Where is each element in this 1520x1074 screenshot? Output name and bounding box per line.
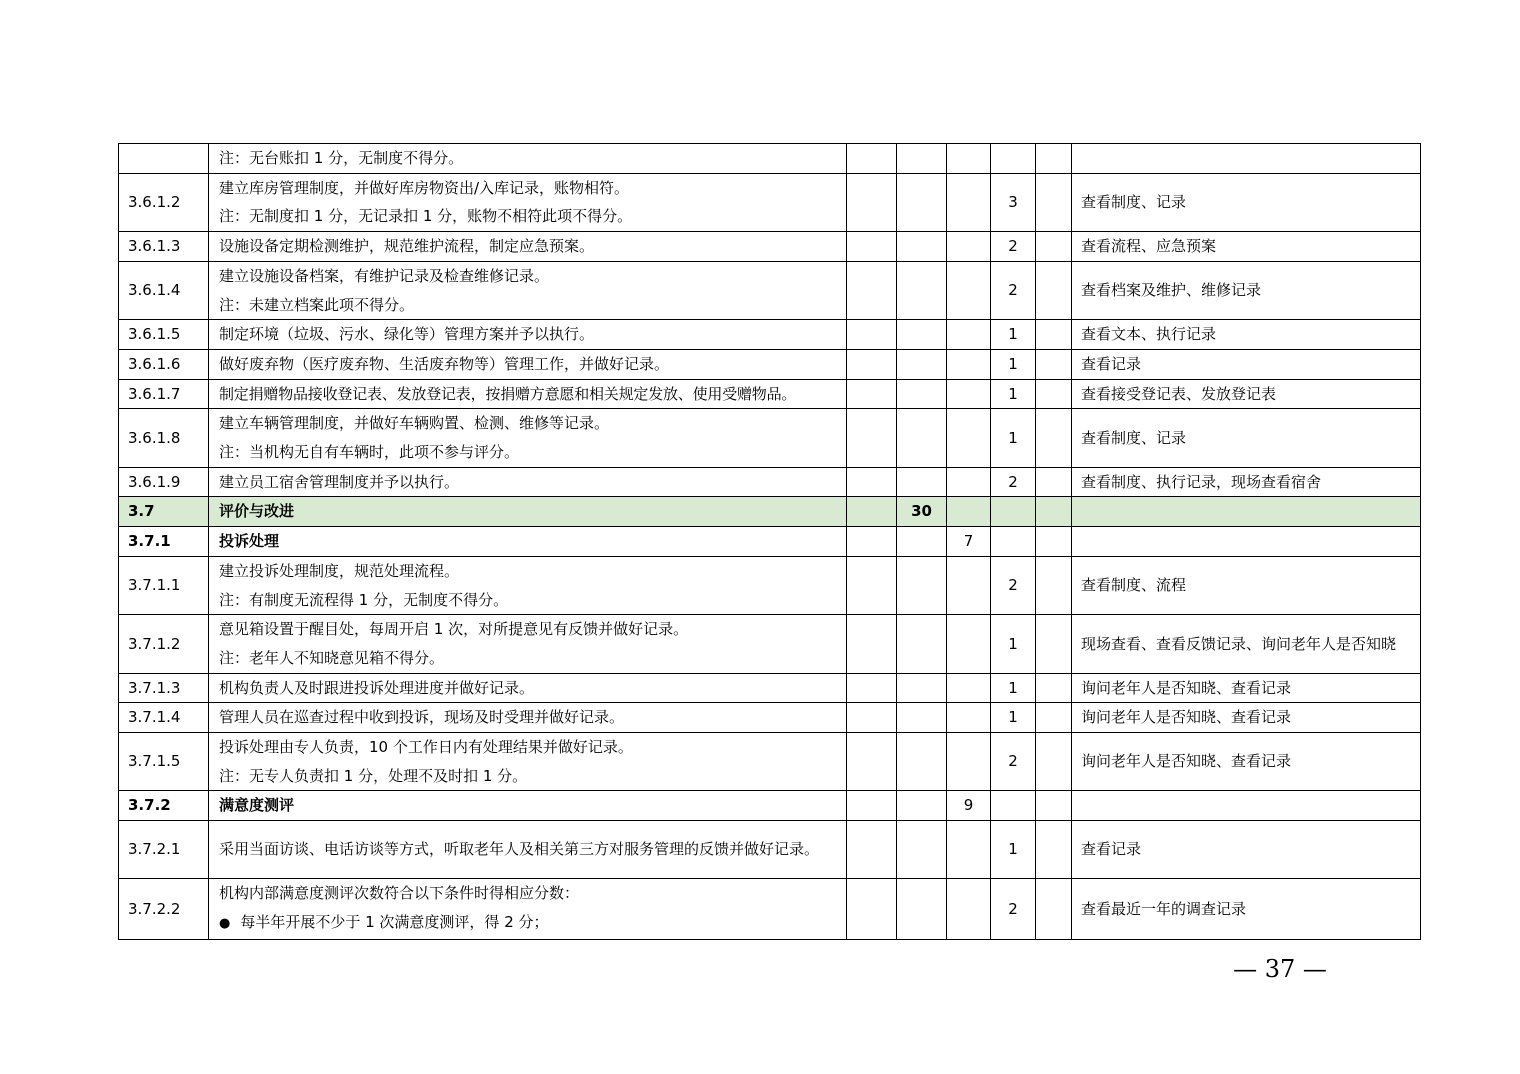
score-col-5 — [1036, 409, 1072, 467]
description-line: 做好废弃物（医疗废弃物、生活废弃物等）管理工作，并做好记录。 — [219, 354, 670, 373]
score-col-3 — [947, 467, 991, 497]
evaluation-table — [118, 143, 1421, 940]
table-row — [119, 703, 1421, 733]
score-col-5 — [1036, 703, 1072, 733]
score-col-2 — [897, 733, 947, 791]
item-code: 3.6.1.5 — [119, 320, 209, 350]
score-col-5 — [1036, 467, 1072, 497]
score-col-1 — [847, 821, 897, 879]
score-col-1 — [847, 673, 897, 703]
section-title-text: 评价与改进 — [219, 502, 295, 521]
score-col-5 — [1036, 320, 1072, 350]
check-method — [1072, 527, 1421, 557]
check-method: 查看接受登记表、发放登记表 — [1072, 379, 1421, 409]
subsection-row — [119, 791, 1421, 821]
table-row — [119, 320, 1421, 350]
score-col-5 — [1036, 527, 1072, 557]
check-method: 询问老年人是否知晓、查看记录 — [1072, 733, 1421, 791]
check-method: 询问老年人是否知晓、查看记录 — [1072, 673, 1421, 703]
score-col-3 — [947, 173, 991, 231]
section-score: 30 — [897, 497, 947, 527]
subsection-title-text: 投诉处理 — [219, 532, 280, 551]
item-score — [991, 791, 1036, 821]
table-row — [119, 673, 1421, 703]
score-col-3 — [947, 673, 991, 703]
check-method: 询问老年人是否知晓、查看记录 — [1072, 703, 1421, 733]
score-col-5 — [1036, 556, 1072, 614]
item-code: 3.7.1.3 — [119, 673, 209, 703]
score-col-5 — [1036, 821, 1072, 879]
item-code: 3.6.1.4 — [119, 261, 209, 319]
section-code: 3.7 — [119, 497, 209, 527]
score-col-3 — [947, 733, 991, 791]
description-line: 机构负责人及时跟进投诉处理进度并做好记录。 — [219, 678, 535, 697]
score-col-1 — [847, 879, 897, 939]
score-col-2 — [897, 791, 947, 821]
section-title — [209, 497, 847, 527]
item-code — [119, 144, 209, 174]
score-col-2 — [897, 703, 947, 733]
description-note: 注：当机构无自有车辆时，此项不参与评分。 — [219, 443, 520, 462]
item-score: 1 — [991, 821, 1036, 879]
check-method: 查看制度、记录 — [1072, 173, 1421, 231]
check-method: 查看记录 — [1072, 349, 1421, 379]
item-description — [209, 703, 847, 733]
item-score: 2 — [991, 232, 1036, 262]
item-code: 3.6.1.9 — [119, 467, 209, 497]
score-col-5 — [1036, 673, 1072, 703]
score-col-2 — [897, 467, 947, 497]
score-col-1 — [847, 703, 897, 733]
score-col-2 — [897, 556, 947, 614]
table-row — [119, 379, 1421, 409]
item-description — [209, 144, 847, 174]
description-line: 建立车辆管理制度，并做好车辆购置、检测、维修等记录。 — [219, 414, 610, 433]
score-col-5 — [1036, 879, 1072, 939]
score-col-1 — [847, 232, 897, 262]
description-line: 管理人员在巡查过程中收到投诉，现场及时受理并做好记录。 — [219, 708, 625, 727]
table-row — [119, 879, 1421, 939]
check-method: 查看记录 — [1072, 821, 1421, 879]
score-col-1 — [847, 409, 897, 467]
score-col-3 — [947, 379, 991, 409]
score-col-3 — [947, 409, 991, 467]
item-score: 1 — [991, 409, 1036, 467]
item-score: 1 — [991, 349, 1036, 379]
score-col-5 — [1036, 615, 1072, 673]
item-description — [209, 821, 847, 879]
score-col-2 — [897, 615, 947, 673]
description-line: 设施设备定期检测维护，规范维护流程，制定应急预案。 — [219, 237, 595, 256]
item-score — [991, 527, 1036, 557]
item-code: 3.7.2.2 — [119, 879, 209, 939]
description-line: 建立设施设备档案，有维护记录及检查维修记录。 — [219, 266, 550, 285]
item-description — [209, 733, 847, 791]
subsection-score: 7 — [947, 527, 991, 557]
subsection-score: 9 — [947, 791, 991, 821]
description-line: 注：无台账扣 1 分，无制度不得分。 — [219, 149, 464, 167]
score-col-2 — [897, 261, 947, 319]
score-col-2 — [897, 173, 947, 231]
subsection-code: 3.7.1 — [119, 527, 209, 557]
score-col-1 — [847, 320, 897, 350]
description-line: 意见箱设置于醒目处，每周开启 1 次，对所提意见有反馈并做好记录。 — [219, 620, 689, 639]
subsection-title-text: 满意度测评 — [219, 796, 295, 815]
check-method — [1072, 144, 1421, 174]
item-code: 3.6.1.3 — [119, 232, 209, 262]
subsection-title — [209, 527, 847, 557]
score-col-5 — [1036, 791, 1072, 821]
score-col-5 — [1036, 144, 1072, 174]
score-col-3 — [947, 232, 991, 262]
score-col-1 — [847, 733, 897, 791]
score-col-3 — [947, 556, 991, 614]
check-method: 查看流程、应急预案 — [1072, 232, 1421, 262]
description-line: 建立投诉处理制度，规范处理流程。 — [219, 561, 460, 580]
item-score: 2 — [991, 261, 1036, 319]
description-line: 采用当面访谈、电话访谈等方式，听取老年人及相关第三方对服务管理的反馈并做好记录。 — [219, 840, 820, 859]
item-score: 2 — [991, 556, 1036, 614]
item-score: 2 — [991, 733, 1036, 791]
table-row — [119, 821, 1421, 879]
score-col-1 — [847, 349, 897, 379]
description-note: 注：未建立档案此项不得分。 — [219, 295, 415, 314]
score-col-3 — [947, 879, 991, 939]
item-description — [209, 379, 847, 409]
description-line: 制定捐赠物品接收登记表、发放登记表，按捐赠方意愿和相关规定发放、使用受赠物品。 — [219, 384, 797, 403]
score-col-5 — [1036, 349, 1072, 379]
item-score: 3 — [991, 173, 1036, 231]
check-method: 查看制度、记录 — [1072, 409, 1421, 467]
score-col-3 — [947, 497, 991, 527]
score-col-3 — [947, 320, 991, 350]
item-description — [209, 879, 847, 939]
score-col-1 — [847, 556, 897, 614]
score-col-5 — [1036, 379, 1072, 409]
score-col-1 — [847, 144, 897, 174]
score-col-2 — [897, 409, 947, 467]
score-col-1 — [847, 173, 897, 231]
score-col-2 — [897, 821, 947, 879]
item-score: 1 — [991, 703, 1036, 733]
score-col-2 — [897, 232, 947, 262]
score-col-5 — [1036, 261, 1072, 319]
description-note: 注：有制度无流程得 1 分，无制度不得分。 — [219, 590, 509, 609]
check-method: 查看最近一年的调查记录 — [1072, 879, 1421, 939]
section-row — [119, 497, 1421, 527]
subsection-title — [209, 791, 847, 821]
score-col-2 — [897, 349, 947, 379]
table-row — [119, 467, 1421, 497]
score-col-3 — [947, 615, 991, 673]
description-line: 建立库房管理制度，并做好库房物资出/入库记录，账物相符。 — [219, 178, 630, 197]
item-description — [209, 261, 847, 319]
score-col-5 — [1036, 733, 1072, 791]
item-code: 3.7.2.1 — [119, 821, 209, 879]
item-score: 2 — [991, 467, 1036, 497]
table-row — [119, 261, 1421, 319]
item-score: 2 — [991, 879, 1036, 939]
score-col-2 — [897, 320, 947, 350]
score-col-1 — [847, 527, 897, 557]
item-code: 3.6.1.6 — [119, 349, 209, 379]
item-description — [209, 320, 847, 350]
score-col-2 — [897, 379, 947, 409]
score-col-2 — [897, 673, 947, 703]
table-row — [119, 733, 1421, 791]
table-row — [119, 409, 1421, 467]
check-method: 查看制度、执行记录，现场查看宿舍 — [1072, 467, 1421, 497]
score-col-3 — [947, 144, 991, 174]
score-col-1 — [847, 615, 897, 673]
table-row — [119, 173, 1421, 231]
score-col-2 — [897, 527, 947, 557]
check-method: 现场查看、查看反馈记录、询问老年人是否知晓 — [1072, 615, 1421, 673]
bullet-item: ● 每半年开展不少于 1 次满意度测评，得 2 分； — [219, 908, 842, 939]
item-code: 3.7.1.5 — [119, 733, 209, 791]
table-row — [119, 615, 1421, 673]
table-row — [119, 232, 1421, 262]
score-col-3 — [947, 349, 991, 379]
check-method: 查看制度、流程 — [1072, 556, 1421, 614]
score-col-5 — [1036, 173, 1072, 231]
item-description — [209, 556, 847, 614]
description-note: 注：老年人不知晓意见箱不得分。 — [219, 648, 445, 667]
description-note: 注：无制度扣 1 分，无记录扣 1 分，账物不相符此项不得分。 — [219, 207, 633, 226]
subsection-code: 3.7.2 — [119, 791, 209, 821]
description-line: 投诉处理由专人负责，10 个工作日内有处理结果并做好记录。 — [219, 738, 633, 757]
score-col-1 — [847, 497, 897, 527]
score-col-1 — [847, 379, 897, 409]
description-note: 注：无专人负责扣 1 分，处理不及时扣 1 分。 — [219, 766, 528, 785]
item-description — [209, 409, 847, 467]
check-method — [1072, 791, 1421, 821]
score-col-1 — [847, 791, 897, 821]
item-code: 3.7.1.2 — [119, 615, 209, 673]
item-description — [209, 673, 847, 703]
item-score: 1 — [991, 320, 1036, 350]
item-code: 3.7.1.4 — [119, 703, 209, 733]
description-line: 建立员工宿舍管理制度并予以执行。 — [219, 472, 460, 491]
item-description — [209, 173, 847, 231]
subsection-row — [119, 527, 1421, 557]
score-col-1 — [847, 467, 897, 497]
check-method: 查看文本、执行记录 — [1072, 320, 1421, 350]
item-score: 1 — [991, 673, 1036, 703]
table-row — [119, 144, 1421, 174]
score-col-1 — [847, 261, 897, 319]
check-method: 查看档案及维护、维修记录 — [1072, 261, 1421, 319]
item-score: 1 — [991, 615, 1036, 673]
table-row — [119, 556, 1421, 614]
score-col-3 — [947, 703, 991, 733]
score-col-3 — [947, 261, 991, 319]
item-description — [209, 467, 847, 497]
item-score: 1 — [991, 379, 1036, 409]
page-number: — 37 — — [1233, 955, 1327, 983]
item-score — [991, 144, 1036, 174]
item-code: 3.6.1.2 — [119, 173, 209, 231]
score-col-2 — [897, 879, 947, 939]
description-line: 机构内部满意度测评次数符合以下条件时得相应分数： — [219, 884, 580, 903]
table-row — [119, 349, 1421, 379]
item-description — [209, 349, 847, 379]
score-col-5 — [1036, 232, 1072, 262]
item-code: 3.6.1.8 — [119, 409, 209, 467]
item-code: 3.7.1.1 — [119, 556, 209, 614]
item-code: 3.6.1.7 — [119, 379, 209, 409]
score-col-5 — [1036, 497, 1072, 527]
description-line: 制定环境（垃圾、污水、绿化等）管理方案并予以执行。 — [219, 325, 595, 344]
item-description — [209, 232, 847, 262]
score-col-3 — [947, 821, 991, 879]
item-description — [209, 615, 847, 673]
item-score — [991, 497, 1036, 527]
check-method — [1072, 497, 1421, 527]
score-col-2 — [897, 144, 947, 174]
